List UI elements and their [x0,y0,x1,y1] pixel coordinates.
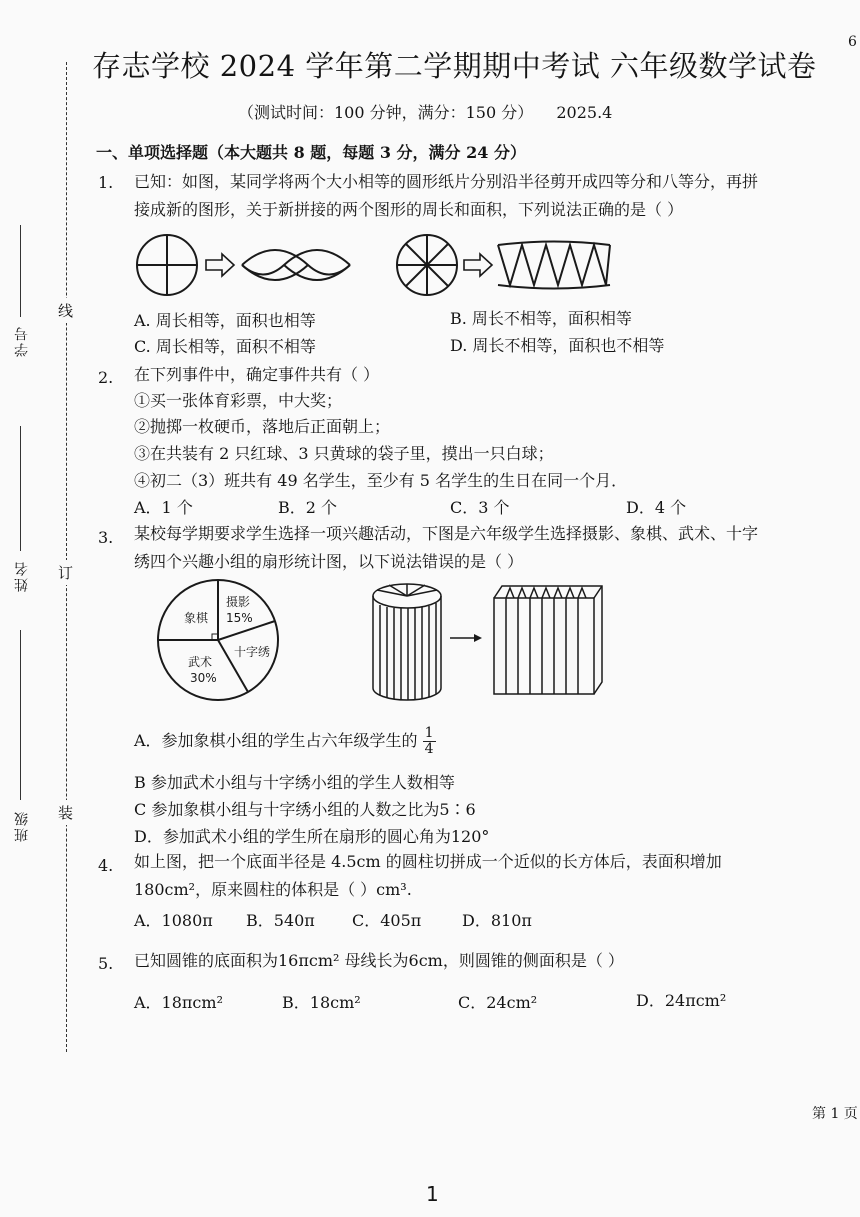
student-no-label: 学号 [14,325,30,357]
q2-option-a[interactable]: A．1 个 [134,498,193,517]
page-label: 第 1 页 [812,1106,858,1122]
q1-number: 1. [98,173,114,192]
page-number: 1 [426,1182,439,1206]
name-field[interactable] [20,426,21,551]
q4-stem [134,848,824,904]
q2-option-b[interactable]: B．2 个 [278,498,338,517]
q4-number: 4. [98,856,114,875]
q1-stem [134,168,824,224]
q3-stem-line2: 绣四个兴趣小组的扇形统计图，以下说法错误的是（ ） [134,552,524,571]
q3-figure [156,576,616,704]
pie-label-wushu-pct: 30% [190,671,217,685]
q3-stem-line1: 某校每学期要求学生选择一项兴趣活动，下图是六年级学生选择摄影、象棋、武术、十字 [134,524,759,543]
q1-stem-line2: 接成新的图形，关于新拼接的两个图形的周长和面积，下列说法正确的是（ ） [134,200,684,219]
name-label: 姓名 [14,560,30,592]
fraction-numerator: 1 [424,725,434,741]
cylinder-figure [373,584,441,700]
pie-label-xiangqi: 象棋 [184,611,209,625]
circle-quarters [137,235,197,295]
q3-number: 3. [98,528,114,547]
binding-line [66,62,67,1052]
q1-figure [130,232,620,304]
exam-title: 存志学校 2024 学年第二学期期中考试 六年级数学试卷 [92,49,817,83]
q1-option-d[interactable]: D. 周长不相等，面积也不相等 [450,336,665,355]
class-label: 班级 [14,810,30,842]
pie-label-sheying-pct: 15% [226,611,253,625]
exam-duration: （测试时间：100 分钟，满分：150 分） [238,103,534,122]
q3-option-a[interactable] [134,726,436,757]
q2-option-c[interactable]: C．3 个 [450,498,510,517]
q4-option-b[interactable]: B．540π [246,911,315,930]
arrow-icon [464,254,492,276]
corner-mark: 6 [848,34,857,50]
exam-date: 2025.4 [556,103,613,122]
q1-option-a[interactable]: A. 周长相等，面积也相等 [134,311,316,330]
q3-option-a-text: A．参加象棋小组的学生占六年级学生的 [134,731,418,750]
q5-option-c[interactable]: C．24cm² [458,993,538,1012]
q3-option-d[interactable]: D．参加武术小组的学生所在扇形的圆心角为120° [134,827,490,846]
q5-option-b[interactable]: B．18cm² [282,993,361,1012]
pie-chart [158,580,278,700]
pie-label-wushu: 武术 [188,655,213,669]
q2-option-d[interactable]: D．4 个 [626,498,687,517]
q2-item-1: ①买一张体育彩票，中大奖； [134,391,343,410]
q4-stem-line2: 180cm²，原来圆柱的体积是（ ）cm³. [134,880,412,899]
class-field[interactable] [20,630,21,800]
bind-mark-ding: 订 [58,560,73,585]
section-heading: 一、单项选择题（本大题共 8 题，每题 3 分，满分 24 分） [96,143,526,162]
q5-option-d[interactable]: D．24πcm² [636,991,727,1010]
bind-mark-line: 线 [58,298,73,323]
q3-option-c[interactable]: C 参加象棋小组与十字绣小组的人数之比为5∶6 [134,800,476,819]
q5-stem: 已知圆锥的底面积为16πcm² 母线长为6cm，则圆锥的侧面积是（ ） [134,951,624,970]
q5-option-a[interactable]: A．18πcm² [134,993,223,1012]
q2-item-2: ②抛掷一枚硬币，落地后正面朝上； [134,417,391,436]
q5-number: 5. [98,954,114,973]
q3-option-a-fraction [423,726,436,757]
rearranged-eighths [498,242,610,289]
arrow-icon [450,634,482,642]
q1-stem-line1: 已知：如图，某同学将两个大小相等的圆形纸片分别沿半径剪开成四等分和八等分，再拼 [134,172,759,191]
q2-stem: 在下列事件中，确定事件共有（ ） [134,365,380,384]
q2-item-3: ③在共装有 2 只红球、3 只黄球的袋子里，摸出一只白球； [134,444,554,463]
q4-option-c[interactable]: C．405π [352,911,422,930]
q4-stem-line1: 如上图，把一个底面半径是 4.5cm 的圆柱切拼成一个近似的长方体后，表面积增加 [134,852,722,871]
q4-option-d[interactable]: D．810π [462,911,532,930]
q4-option-a[interactable]: A．1080π [134,911,213,930]
cuboid-figure [494,586,602,694]
circle-eighths [397,235,457,295]
fraction-denominator: 4 [424,741,434,757]
arrow-icon [206,254,234,276]
rearranged-quarters [242,250,350,280]
q1-option-c[interactable]: C. 周长相等，面积不相等 [134,337,316,356]
exam-subtitle [238,100,612,123]
student-no-field[interactable] [20,225,21,317]
q3-stem [134,520,824,576]
q1-option-b[interactable]: B. 周长不相等，面积相等 [450,309,632,328]
bind-mark-zhuang: 装 [58,800,73,825]
q2-item-4: ④初二（3）班共有 49 名学生，至少有 5 名学生的生日在同一个月． [134,471,628,490]
q3-option-b[interactable]: B 参加武术小组与十字绣小组的学生人数相等 [134,773,455,792]
pie-label-shizixiu: 十字绣 [234,645,271,659]
pie-label-sheying: 摄影 [226,595,251,609]
q2-number: 2. [98,368,114,387]
